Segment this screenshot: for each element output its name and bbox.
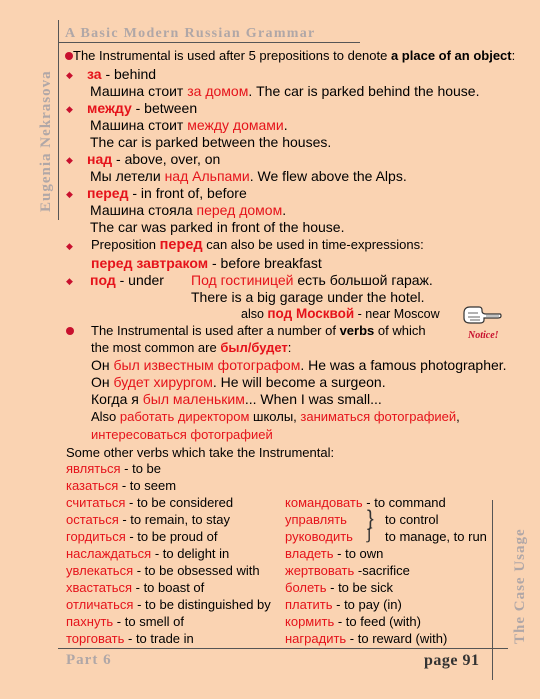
pointing-hand-icon: [462, 304, 502, 326]
bullet-dot-icon: [65, 52, 73, 60]
verb-item: являться - to be: [66, 461, 162, 476]
verb-item: считаться - to be considered: [66, 495, 234, 510]
verb-item: владеть - to own: [285, 546, 384, 561]
brace-icon: }: [367, 506, 374, 532]
verb-item: командовать - to command: [285, 495, 446, 510]
example-1: Он был известным фотографом. He was a famous photographer.: [91, 357, 507, 373]
prep-pered-translation: The car was parked in front of the house.: [90, 219, 345, 235]
example-2: Он будет хирургом. He will become a surgeon.: [91, 374, 386, 390]
also-line: Also работать директором школы, заниматься фотографией,: [91, 409, 460, 424]
verb-item: гордиться - to be proud of: [66, 529, 218, 544]
verb-item: наградить - to reward (with): [285, 631, 448, 646]
header-rule: [58, 42, 360, 43]
verb-item: казаться - to seem: [66, 478, 177, 493]
verb-item: руководить: [285, 529, 353, 544]
verb-item: пахнуть - to smell of: [66, 614, 184, 629]
verb-item: торговать - to trade in: [66, 631, 194, 646]
diamond-bullet-icon: ◆: [66, 241, 73, 251]
prep-pod-example: Под гостиницей есть большой гараж.: [191, 272, 433, 288]
prep-mezhdu-translation: The car is parked between the houses.: [90, 134, 332, 150]
pered-time-line: Preposition перед can also be used in time-expressions:: [91, 237, 424, 253]
verb-item: болеть - to be sick: [285, 580, 393, 595]
diamond-bullet-icon: ◆: [66, 70, 73, 80]
verb-translation: to control: [385, 512, 439, 527]
part-label: Part 6: [66, 652, 112, 668]
verb-item: остаться - to remain, to stay: [66, 512, 231, 527]
verb-item: жертвовать -sacrifice: [285, 563, 410, 578]
prep-pered: перед - in front of, before: [87, 185, 247, 201]
author-name: Eugenia Nekrasova: [38, 70, 54, 212]
prep-za-example: Машина стоит за домом. The car is parked behind the house.: [90, 83, 480, 99]
prep-pod-translation: There is a big garage under the hotel.: [191, 289, 425, 305]
verb-item: отличаться - to be distinguished by: [66, 597, 271, 612]
diamond-bullet-icon: ◆: [66, 155, 73, 165]
other-verbs-title: Some other verbs which take the Instrumental:: [66, 445, 335, 460]
prep-pod: под - under: [90, 272, 164, 288]
pered-time-example: перед завтраком - before breakfast: [91, 255, 322, 271]
bullet-dot-icon: [66, 327, 74, 335]
prep-nad-example: Мы летели над Альпами. We flew above the Alps.: [90, 168, 407, 184]
example-3: Когда я был маленьким... When I was small...: [91, 391, 382, 407]
verbs-intro-line2: the most common are был/будет:: [91, 340, 292, 355]
prep-za: за - behind: [87, 66, 157, 82]
verb-translation: to manage, to run: [385, 529, 487, 544]
diamond-bullet-icon: ◆: [66, 189, 73, 199]
section-name: The Case Usage: [512, 528, 528, 644]
prep-mezhdu-example: Машина стоит между домами.: [90, 117, 288, 133]
notice-label: Notice!: [468, 330, 499, 341]
prep-nad: над - above, over, on: [87, 151, 221, 167]
verb-item: увлекаться - to be obsessed with: [66, 563, 260, 578]
prep-pered-example: Машина стояла перед домом.: [90, 202, 287, 218]
diamond-bullet-icon: ◆: [66, 104, 73, 114]
verbs-intro-line1: The Instrumental is used after a number of verbs of which: [91, 323, 426, 338]
verb-item: управлять: [285, 512, 347, 527]
page-number: page 91: [424, 652, 480, 669]
verb-item: платить - to pay (in): [285, 597, 402, 612]
prep-pod-also: also под Москвой - near Moscow: [241, 306, 440, 321]
prep-mezhdu: между - between: [87, 100, 198, 116]
footer-rule: [58, 648, 508, 649]
also-line-2: интересоваться фотографией: [91, 427, 273, 442]
verb-item: кормить - to feed (with): [285, 614, 421, 629]
book-title: A Basic Modern Russian Grammar: [65, 26, 316, 41]
verb-item: наслаждаться - to delight in: [66, 546, 230, 561]
intro-line: The Instrumental is used after 5 prepositions to denote a place of an object:: [73, 48, 516, 63]
verb-item: хвастаться - to boast of: [66, 580, 205, 595]
diamond-bullet-icon: ◆: [66, 276, 73, 286]
footer-right-rule: [492, 500, 493, 680]
header-left-rule: [58, 20, 59, 220]
brace-curl-icon: ∫: [367, 526, 372, 543]
